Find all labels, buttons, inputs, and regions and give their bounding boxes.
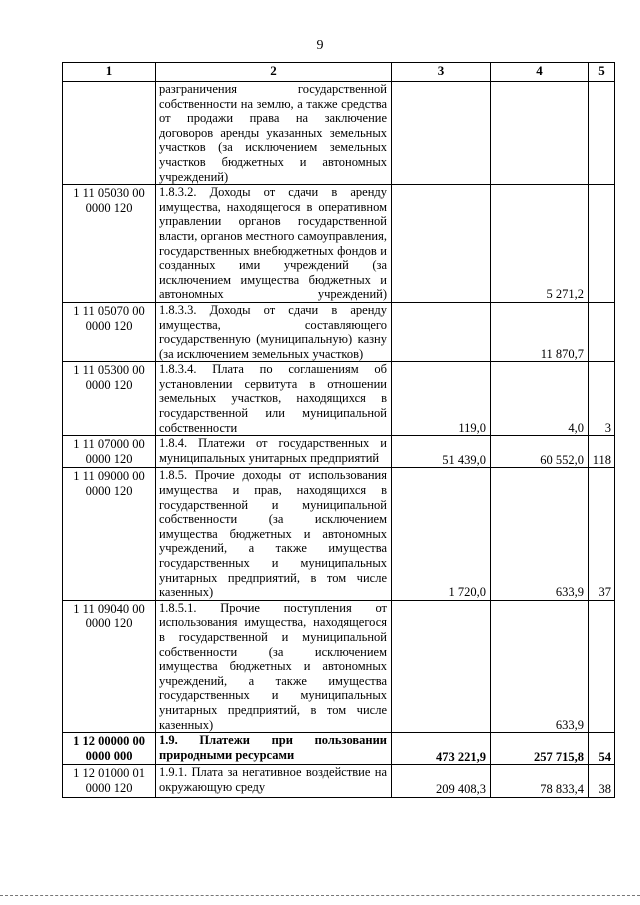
table-row — [63, 765, 615, 797]
row-code: 1 11 05300 00 0000 120 — [63, 362, 156, 436]
table-row — [63, 82, 615, 185]
row-value-col3: 51 439,0 — [392, 436, 491, 468]
row-value-col4: 11 870,7 — [491, 302, 589, 361]
row-value-col4: 633,9 — [491, 600, 589, 732]
footer-divider — [0, 895, 640, 897]
row-value-col4: 4,0 — [491, 362, 589, 436]
row-value-col5 — [589, 82, 615, 185]
row-description: 1.8.4. Платежи от государственных и муниципальных унитарных предприятий — [156, 436, 392, 468]
table-row — [63, 436, 615, 468]
column-header-5: 5 — [589, 63, 615, 82]
table-row — [63, 468, 615, 600]
row-value-col3: 473 221,9 — [392, 733, 491, 765]
page-number: 9 — [316, 38, 324, 53]
table-header-row — [63, 63, 615, 82]
row-value-col3: 1 720,0 — [392, 468, 491, 600]
row-value-col5 — [589, 600, 615, 732]
row-value-col5: 118 — [589, 436, 615, 468]
row-value-col5 — [589, 185, 615, 303]
row-value-col3 — [392, 185, 491, 303]
row-description: 1.8.5.1. Прочие поступления от использования имущества, находящегося в государственной и муниципальной собственности (за исключением имущества бюджетных и автономных учреждений, а также имущества государственных и муниципальных унитарных предприятий, в том числе казенных) — [156, 600, 392, 732]
row-value-col5: 3 — [589, 362, 615, 436]
row-value-col4 — [491, 82, 589, 185]
row-description: 1.8.3.4. Плата по соглашениям об установлении сервитута в отношении земельных участков, находящихся в государственной или муниципальной собственности — [156, 362, 392, 436]
row-description: 1.9. Платежи при пользовании природными ресурсами — [156, 733, 392, 765]
row-value-col4: 60 552,0 — [491, 436, 589, 468]
row-description: 1.9.1. Плата за негативное воздействие на окружающую среду — [156, 765, 392, 797]
table-row — [63, 302, 615, 361]
row-value-col5: 54 — [589, 733, 615, 765]
row-code: 1 12 01000 01 0000 120 — [63, 765, 156, 797]
table-row — [63, 362, 615, 436]
row-description: разграничения государственной собственности на землю, а также средства от продажи права на заключение договоров аренды указанных земельных участков (за исключением земельных участков бюджетных и автономных учреждений) — [156, 82, 392, 185]
row-value-col4: 257 715,8 — [491, 733, 589, 765]
row-code: 1 11 05070 00 0000 120 — [63, 302, 156, 361]
row-code: 1 11 07000 00 0000 120 — [63, 436, 156, 468]
row-value-col5 — [589, 302, 615, 361]
column-header-2: 2 — [156, 63, 392, 82]
column-header-3: 3 — [392, 63, 491, 82]
row-value-col3: 119,0 — [392, 362, 491, 436]
row-value-col3 — [392, 600, 491, 732]
row-value-col3 — [392, 302, 491, 361]
row-description: 1.8.3.2. Доходы от сдачи в аренду имущества, находящегося в оперативном управлении органов государственной власти, органов местного самоуправления, государственных внебюджетных фондов и созданных ими учреждений (за исключением имущества бюджетных и автономных учреждений) — [156, 185, 392, 303]
row-code — [63, 82, 156, 185]
column-header-1: 1 — [63, 63, 156, 82]
row-code: 1 11 09000 00 0000 120 — [63, 468, 156, 600]
row-value-col5: 38 — [589, 765, 615, 797]
row-code: 1 11 05030 00 0000 120 — [63, 185, 156, 303]
revenue-table — [62, 62, 615, 798]
row-value-col3: 209 408,3 — [392, 765, 491, 797]
row-value-col5: 37 — [589, 468, 615, 600]
row-value-col4: 633,9 — [491, 468, 589, 600]
row-value-col4: 78 833,4 — [491, 765, 589, 797]
column-header-4: 4 — [491, 63, 589, 82]
row-description: 1.8.3.3. Доходы от сдачи в аренду имущества, составляющего государственную (муниципальную) казну (за исключением земельных участков) — [156, 302, 392, 361]
row-description: 1.8.5. Прочие доходы от использования имущества и прав, находящихся в государственной и муниципальной собственности (за исключением имущества бюджетных и автономных учреждений, а также имущества государственных и муниципальных унитарных предприятий, в том числе казенных) — [156, 468, 392, 600]
table-row — [63, 185, 615, 303]
row-value-col3 — [392, 82, 491, 185]
row-code: 1 12 00000 00 0000 000 — [63, 733, 156, 765]
table-row — [63, 600, 615, 732]
table-row — [63, 733, 615, 765]
row-value-col4: 5 271,2 — [491, 185, 589, 303]
row-code: 1 11 09040 00 0000 120 — [63, 600, 156, 732]
